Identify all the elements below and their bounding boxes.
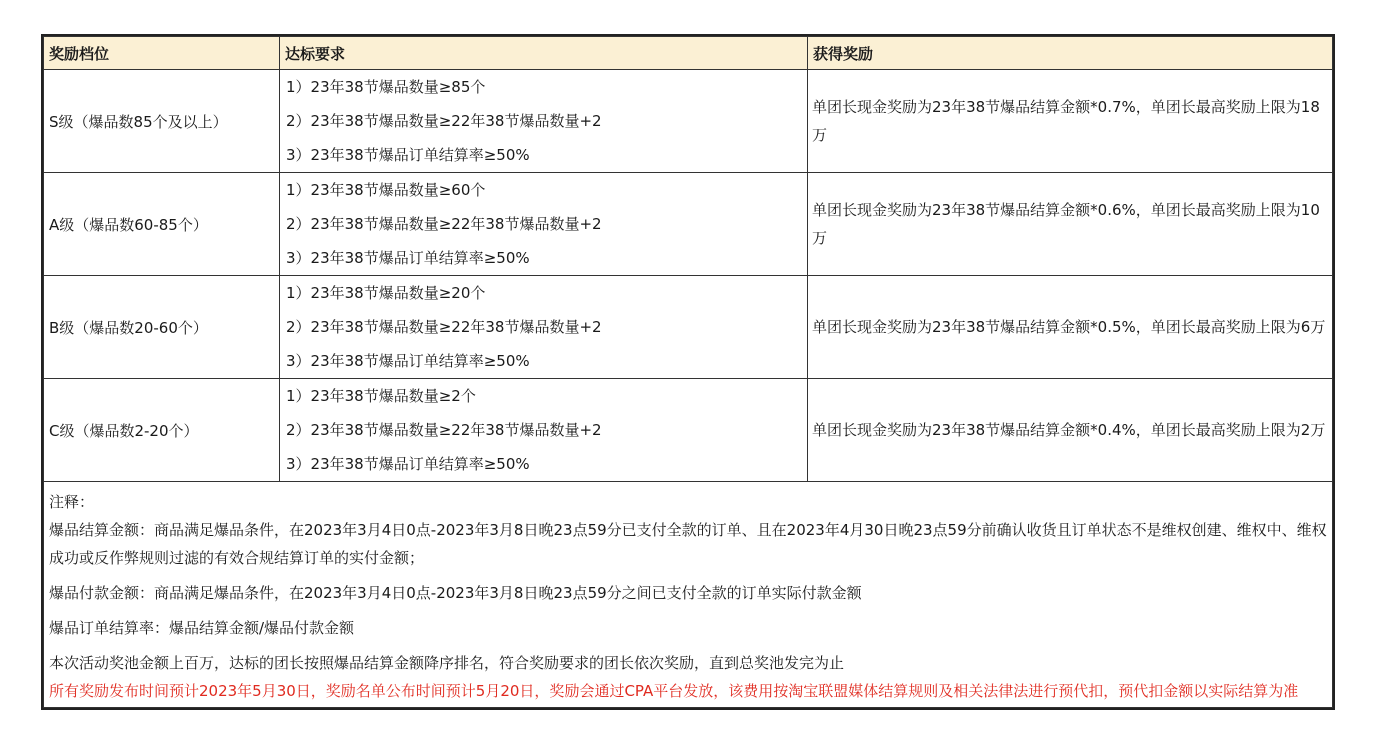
requirement-item: 1）23年38节爆品数量≥20个: [286, 284, 486, 302]
requirement-item: 2）23年38节爆品数量≥22年38节爆品数量+2: [286, 318, 602, 336]
tier-requirements: [280, 70, 808, 173]
requirement-item: 2）23年38节爆品数量≥22年38节爆品数量+2: [286, 112, 602, 130]
note-settle-amount: 爆品结算金额：商品满足爆品条件，在2023年3月4日0点-2023年3月8日晚23点59分已支付全款的订单、且在2023年4月30日晚23点59分前确认收货且订单状态不是维权创建、维权中、维权成功或反作弊规则过滤的有效合规结算订单的实付金额；: [49, 521, 1327, 567]
tier-level: B级（爆品数20-60个）: [44, 276, 280, 379]
tier-requirements: [280, 173, 808, 276]
notes-cell: [44, 482, 1333, 708]
tier-reward: 单团长现金奖励为23年38节爆品结算金额*0.6%，单团长最高奖励上限为10万: [808, 173, 1333, 276]
tier-requirements: [280, 379, 808, 482]
header-requirements: 达标要求: [280, 37, 808, 70]
requirement-item: 3）23年38节爆品订单结算率≥50%: [286, 352, 530, 370]
tier-row-s: [44, 70, 1333, 173]
requirement-item: 1）23年38节爆品数量≥60个: [286, 181, 486, 199]
tier-level: A级（爆品数60-85个）: [44, 173, 280, 276]
note-settle-rate: 爆品订单结算率：爆品结算金额/爆品付款金额: [49, 619, 355, 637]
notes-title: 注释：: [49, 493, 95, 511]
tier-level: S级（爆品数85个及以上）: [44, 70, 280, 173]
note-pay-amount: 爆品付款金额：商品满足爆品条件，在2023年3月4日0点-2023年3月8日晚23点59分之间已支付全款的订单实际付款金额: [49, 584, 862, 602]
requirement-item: 3）23年38节爆品订单结算率≥50%: [286, 455, 530, 473]
requirement-item: 3）23年38节爆品订单结算率≥50%: [286, 146, 530, 164]
requirement-item: 1）23年38节爆品数量≥85个: [286, 78, 486, 96]
tier-row-c: [44, 379, 1333, 482]
tier-row-a: [44, 173, 1333, 276]
requirement-item: 3）23年38节爆品订单结算率≥50%: [286, 249, 530, 267]
tier-requirements: [280, 276, 808, 379]
requirement-item: 2）23年38节爆品数量≥22年38节爆品数量+2: [286, 215, 602, 233]
reward-rules-sheet: [41, 34, 1335, 710]
tier-reward: 单团长现金奖励为23年38节爆品结算金额*0.4%，单团长最高奖励上限为2万: [808, 379, 1333, 482]
tier-level: C级（爆品数2-20个）: [44, 379, 280, 482]
table-header-row: [44, 37, 1333, 70]
tier-row-b: [44, 276, 1333, 379]
tier-reward: 单团长现金奖励为23年38节爆品结算金额*0.5%，单团长最高奖励上限为6万: [808, 276, 1333, 379]
header-reward: 获得奖励: [808, 37, 1333, 70]
notes-row: [44, 482, 1333, 708]
reward-table: [43, 36, 1333, 708]
note-release-schedule: 所有奖励发布时间预计2023年5月30日，奖励名单公布时间预计5月20日，奖励会通过CPA平台发放，该费用按淘宝联盟媒体结算规则及相关法律法进行预代扣，预代扣金额以实际结算为准: [49, 682, 1299, 700]
header-reward-level: 奖励档位: [44, 37, 280, 70]
note-prize-pool: 本次活动奖池金额上百万，达标的团长按照爆品结算金额降序排名，符合奖励要求的团长依次奖励，直到总奖池发完为止: [49, 654, 845, 672]
requirement-item: 2）23年38节爆品数量≥22年38节爆品数量+2: [286, 421, 602, 439]
requirement-item: 1）23年38节爆品数量≥2个: [286, 387, 476, 405]
tier-reward: 单团长现金奖励为23年38节爆品结算金额*0.7%，单团长最高奖励上限为18万: [808, 70, 1333, 173]
